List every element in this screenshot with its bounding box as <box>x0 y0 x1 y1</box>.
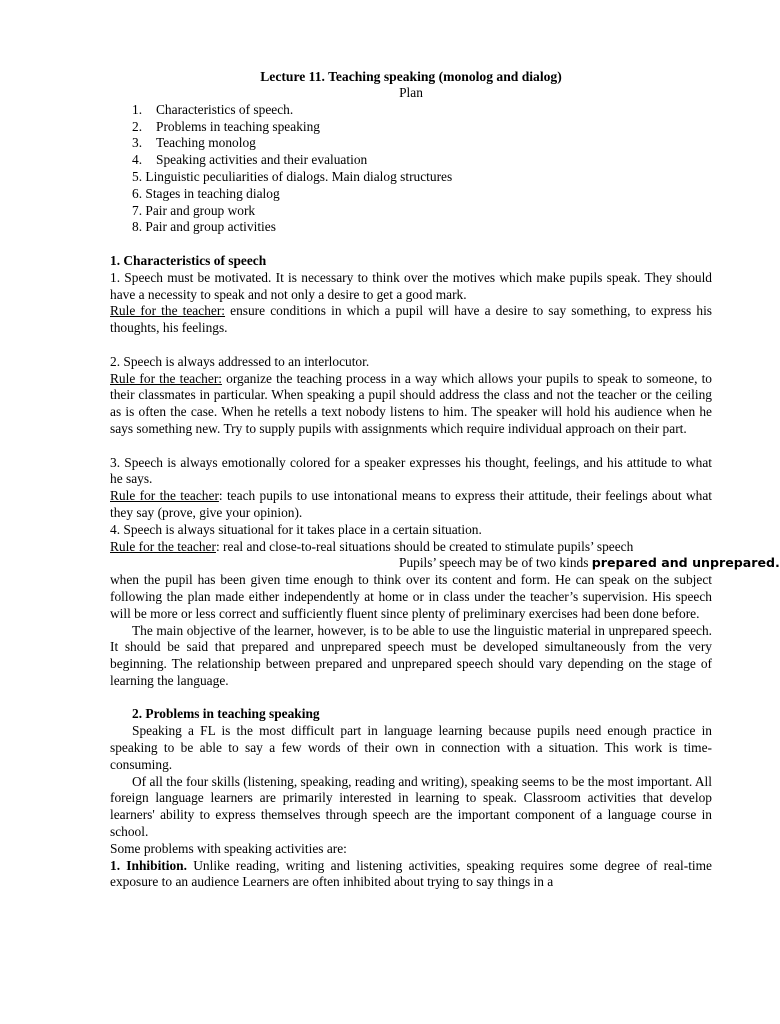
teacher-rule: Rule for the teacher: organize the teaching process in a way which allows your pupils to speak to someone, to their classmates in particular. When speaking a pupil should address the class and not the teacher or the ceiling as is often the case. When he retells a text nobody listens to him. The speaker will hold his audience when he says something new. Try to supply pupils with assignments which require individual approach on their part. <box>110 370 712 436</box>
section-heading: 1. Characteristics of speech <box>110 252 267 268</box>
rule-label: Rule for the teacher <box>110 488 219 504</box>
plan-item: 4. Speaking activities and their evaluation <box>132 152 368 168</box>
speech-kinds-line: Pupils’ speech may be of two kinds prepared and unprepared. <box>399 555 780 571</box>
rule-label: Rule for the teacher: <box>110 303 226 319</box>
paragraph: 3. Speech is always emotionally colored for a speaker expresses his thought, feelings, and his attitude to what he says. <box>110 454 712 487</box>
document-page <box>110 68 780 891</box>
lecture-title: Lecture 11. Teaching speaking (monolog and dialog) <box>260 69 562 84</box>
plan-item: 8. Pair and group activities <box>132 219 276 235</box>
paragraph: 1. Speech must be motivated. It is necessary to think over the motives which make pupils speak. They should have a necessity to speak and not only a desire to get a good mark. <box>110 269 712 302</box>
paragraph: Some problems with speaking activities are: <box>110 840 347 856</box>
paragraph: 1. Inhibition. Unlike reading, writing and listening activities, speaking requires some degree of real-time exposure to an audience Learners are often inhibited about trying to say things in a <box>110 857 712 890</box>
plan-heading: Plan <box>399 85 423 100</box>
paragraph: Of all the four skills (listening, speaking, reading and writing), speaking seems to be the most important. All foreign language learners are primarily interested in learning to speak. Classroom activities that develop learners' ability to express themselves through speech are the important component of a language course in school. <box>110 773 712 840</box>
plan-item: 2. Problems in teaching speaking <box>132 118 321 134</box>
plan-item: 7. Pair and group work <box>132 202 256 218</box>
plan-list <box>110 102 712 236</box>
paragraph: The main objective of the learner, however, is to be able to use the linguistic material in unprepared speech. It should be said that prepared and unprepared speech must be developed simultaneously from the very beginning. The relationship between prepared and unprepared speech should vary depending on the stage of learning the language. <box>110 622 712 688</box>
paragraph: when the pupil has been given time enough to think over its content and form. He can speak on the subject following the plan made either independently at home or in class under the teacher’s supervision. His speech will be more or less correct and sufficiently fluent since plenty of preliminary exercises had been done before. <box>110 572 712 621</box>
rule-label: Rule for the teacher <box>110 538 216 554</box>
paragraph: Speaking a FL is the most difficult part in language learning because pupils need enough practice in speaking to be able to say a few words of their own in connection with a situation. This work is time-consuming. <box>110 723 712 772</box>
teacher-rule: Rule for the teacher: real and close-to-real situations should be created to stimulate pupils’ speech <box>110 538 634 554</box>
plan-item: 3. Teaching monolog <box>132 135 256 151</box>
plan-item: 5. Linguistic peculiarities of dialogs. Main dialog structures <box>132 168 453 184</box>
rule-label: Rule for the teacher: <box>110 370 222 386</box>
teacher-rule: Rule for the teacher: teach pupils to use intonational means to express their attitude, their feelings about what they say (prove, give your opinion). <box>110 488 712 520</box>
plan-item: 1. Characteristics of speech. <box>132 101 294 117</box>
inhibition-label: 1. Inhibition. <box>110 857 187 873</box>
teacher-rule: Rule for the teacher: ensure conditions in which a pupil will have a desire to say something, to express his thoughts, his feelings. <box>110 303 712 336</box>
paragraph: 4. Speech is always situational for it takes place in a certain situation. <box>110 521 482 537</box>
section-heading: 2. Problems in teaching speaking <box>132 706 320 722</box>
paragraph: 2. Speech is always addressed to an interlocutor. <box>110 353 370 369</box>
plan-item: 6. Stages in teaching dialog <box>132 185 280 201</box>
